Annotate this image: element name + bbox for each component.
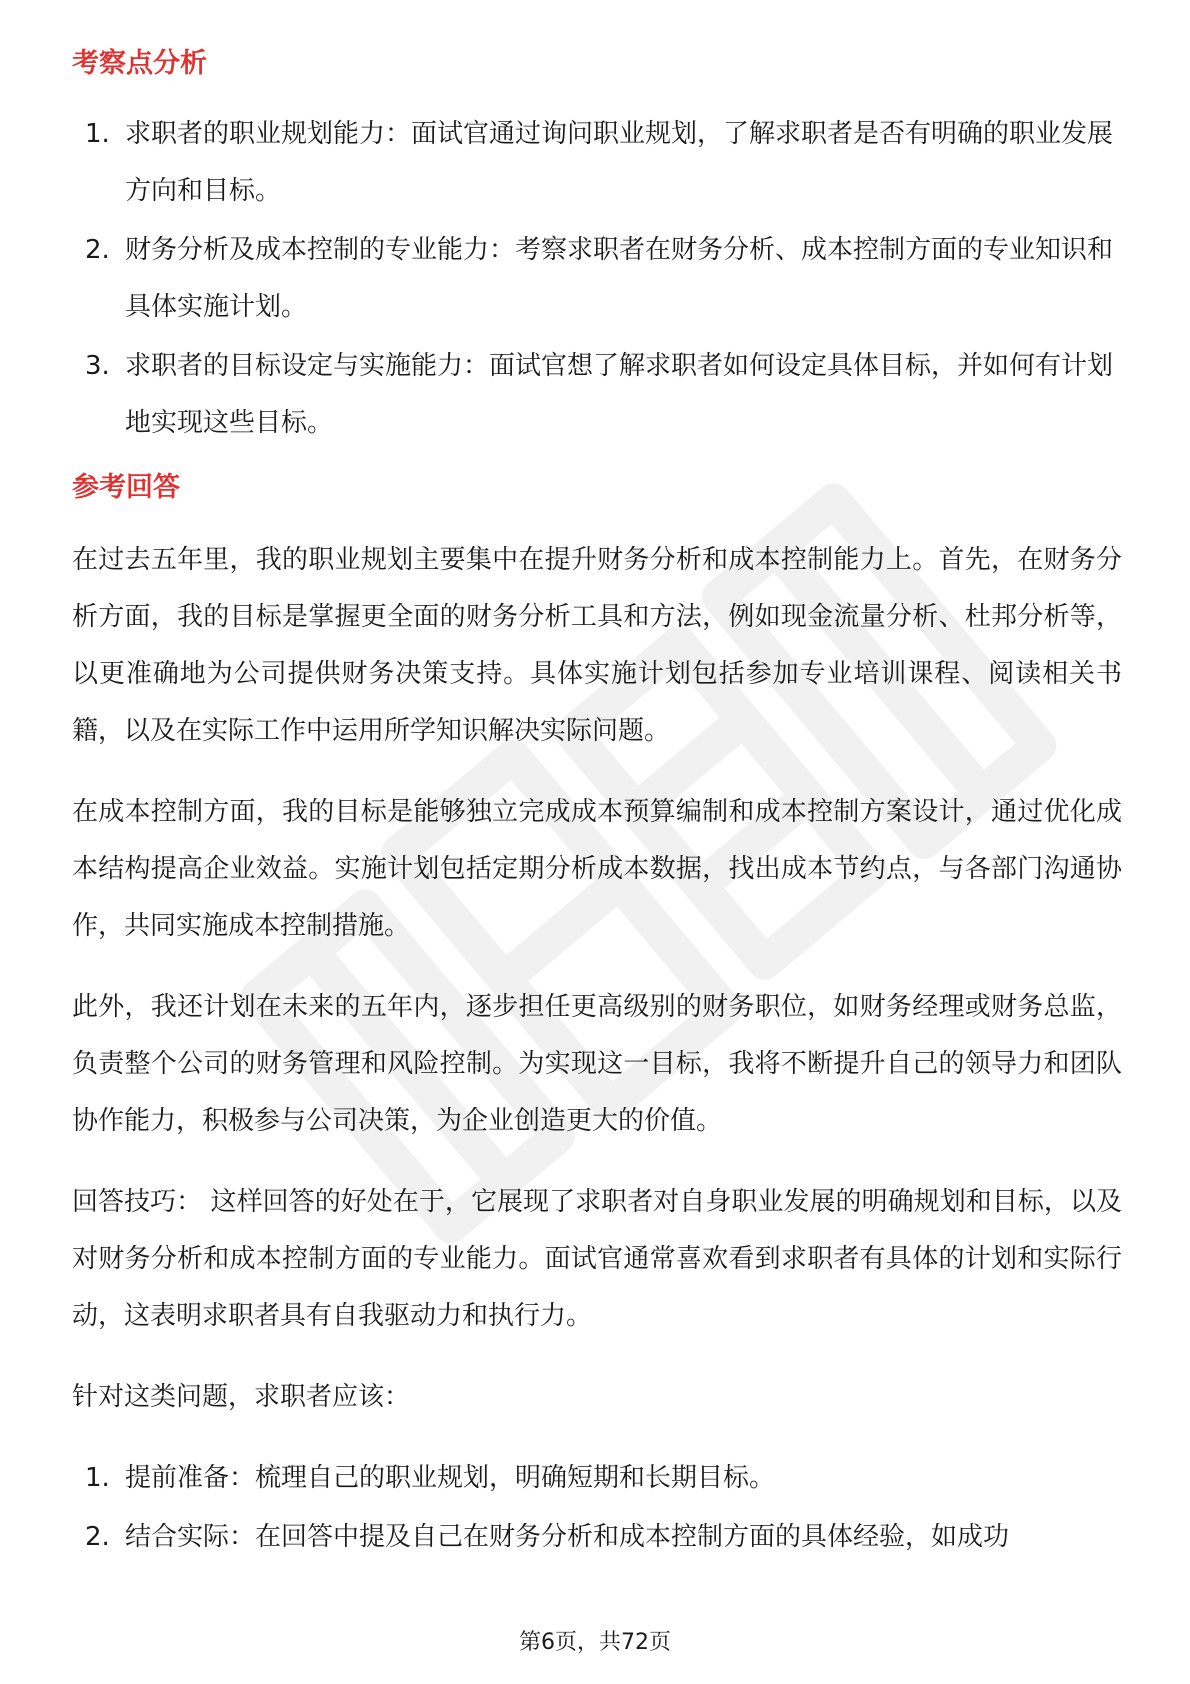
page-footer: 第6页，共72页 <box>519 1630 671 1655</box>
answer-paragraph: 在过去五年里，我的职业规划主要集中在提升财务分析和成本控制能力上。首先，在财务分析方面，我的目标是掌握更全面的财务分析工具和方法，例如现金流量分析、杜邦分析等，以更准确地为公司提供财务决策支持。具体实施计划包括参加专业培训课程、阅读相关书籍，以及在实际工作中运用所学知识解决实际问题。 <box>72 545 1122 746</box>
list-item <box>72 338 1122 452</box>
list-item-text: 结合实际：在回答中提及自己在财务分析和成本控制方面的具体经验，如成功 <box>125 1522 1010 1552</box>
list-item-text: 提前准备：梳理自己的职业规划，明确短期和长期目标。 <box>125 1463 776 1493</box>
section-title-reference-answer: 参考回答 <box>72 472 180 503</box>
answer-tips-paragraph: 回答技巧： 这样回答的好处在于，它展现了求职者对自身职业发展的明确规划和目标，以及对财务分析和成本控制方面的专业能力。面试官通常喜欢看到求职者有具体的计划和实际行动，这表明求职者具有自我驱动力和执行力。 <box>72 1187 1122 1331</box>
answer-paragraph: 此外，我还计划在未来的五年内，逐步担任更高级别的财务职位，如财务经理或财务总监，负责整个公司的财务管理和风险控制。为实现这一目标，我将不断提升自己的领导力和团队协作能力，积极参与公司决策，为企业创造更大的价值。 <box>72 992 1122 1136</box>
list-item <box>72 1450 1122 1507</box>
list-item-text: 求职者的目标设定与实施能力：面试官想了解求职者如何设定具体目标，并如何有计划地实现这些目标。 <box>125 351 1114 438</box>
list-item-text: 财务分析及成本控制的专业能力：考察求职者在财务分析、成本控制方面的专业知识和具体实施计划。 <box>125 235 1114 322</box>
document-content <box>72 44 1122 1568</box>
list-item-number: 1. <box>85 119 110 149</box>
list-item <box>72 1509 1122 1566</box>
list-item-number: 1. <box>85 1463 110 1493</box>
list-item <box>72 222 1122 336</box>
advice-list <box>72 1450 1122 1566</box>
list-item-number: 2. <box>85 1522 110 1552</box>
section-title-analysis: 考察点分析 <box>72 48 207 79</box>
list-item <box>72 106 1122 220</box>
list-item-number: 2. <box>85 235 110 265</box>
advice-intro: 针对这类问题，求职者应该： <box>72 1382 411 1412</box>
list-item-number: 3. <box>85 351 110 381</box>
answer-paragraph: 在成本控制方面，我的目标是能够独立完成成本预算编制和成本控制方案设计，通过优化成本结构提高企业效益。实施计划包括定期分析成本数据，找出成本节约点，与各部门沟通协作，共同实施成本控制措施。 <box>72 797 1122 941</box>
list-item-text: 求职者的职业规划能力：面试官通过询问职业规划，了解求职者是否有明确的职业发展方向和目标。 <box>125 119 1114 206</box>
analysis-list <box>72 106 1122 452</box>
